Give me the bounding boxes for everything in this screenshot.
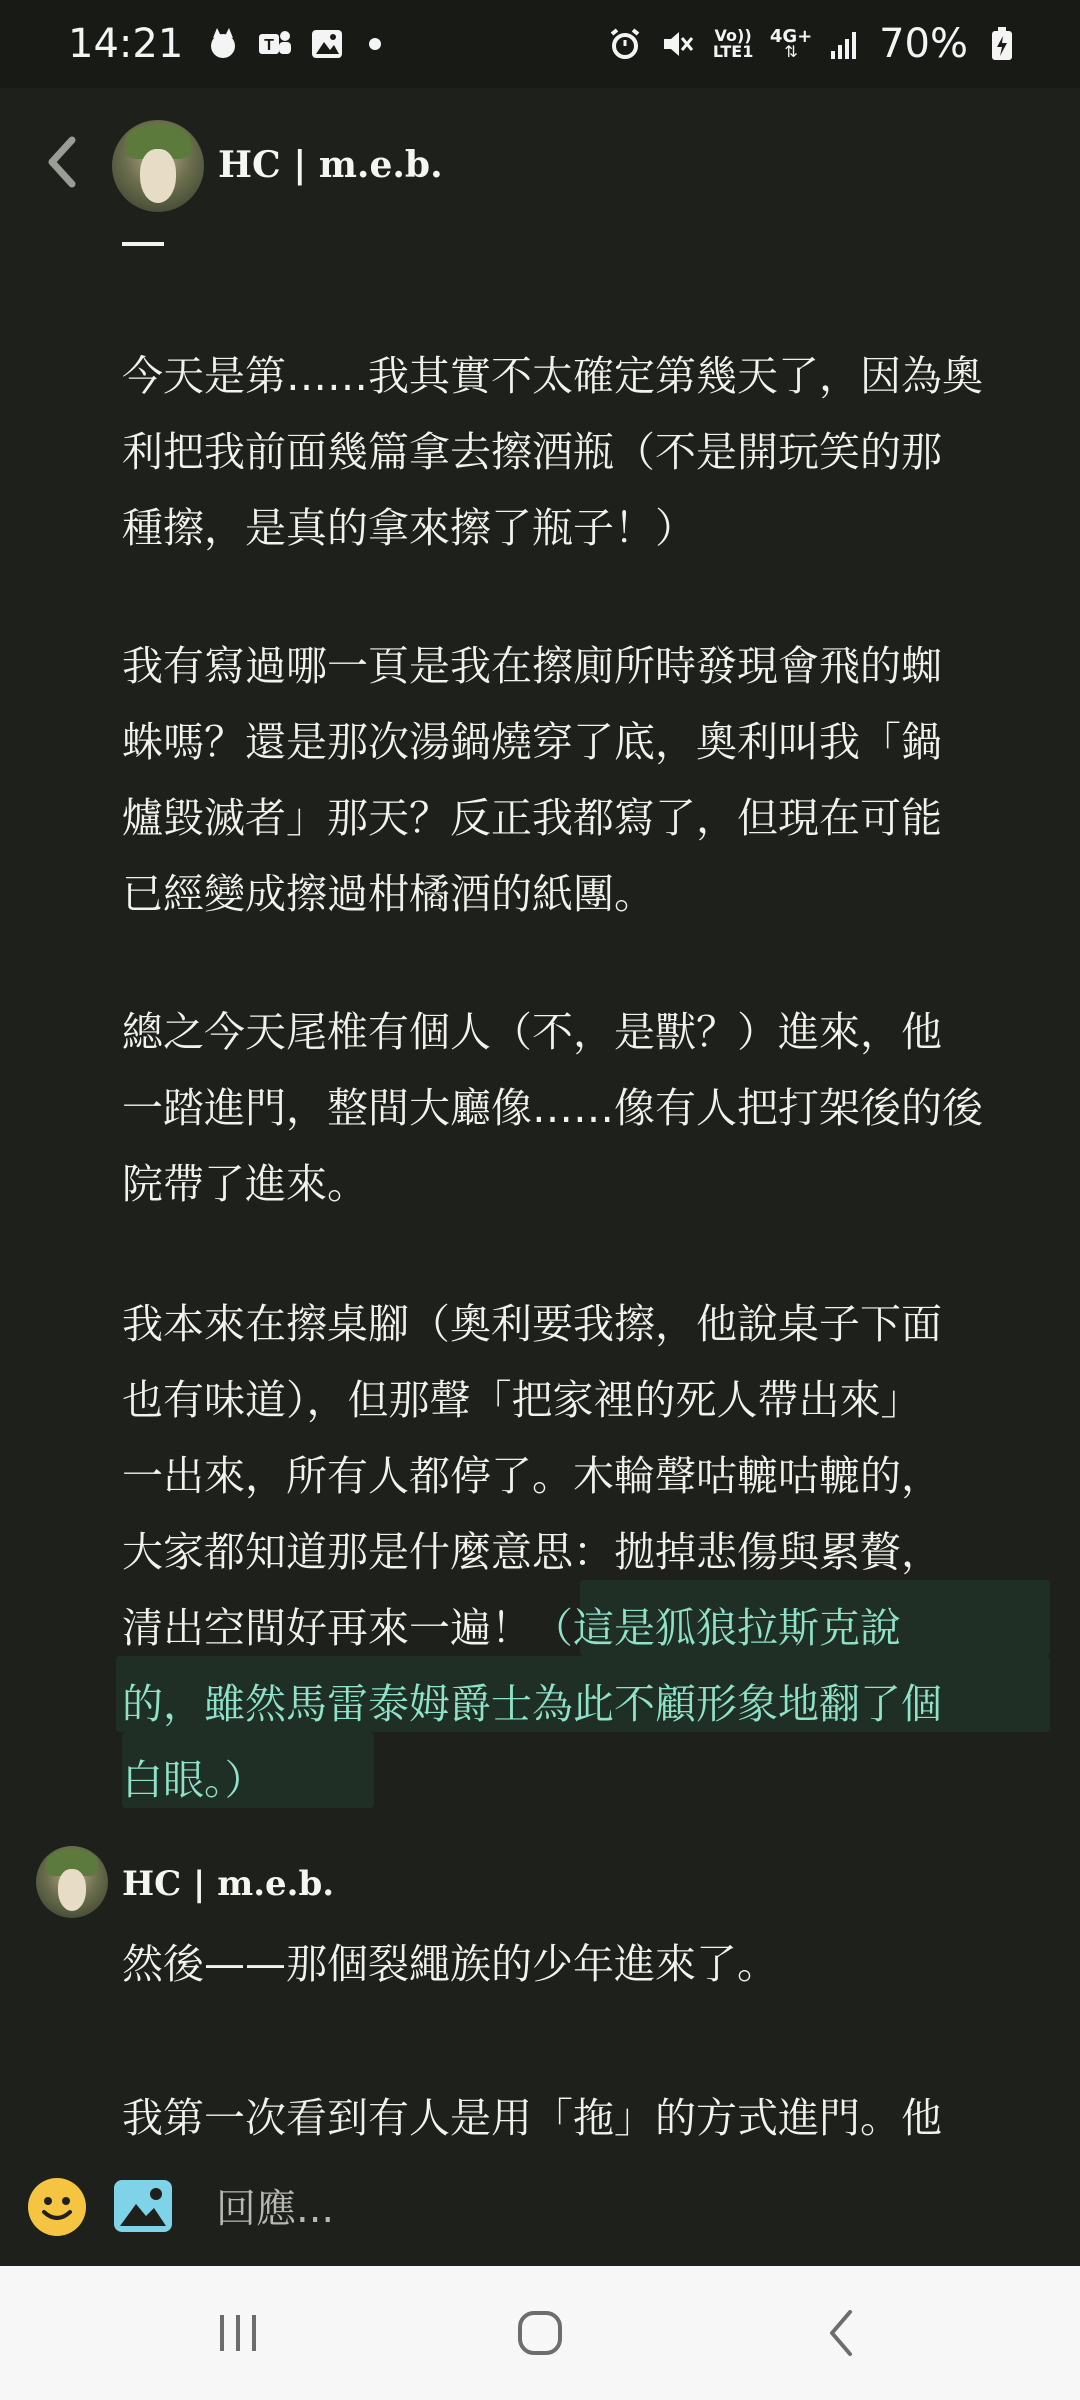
network-type-icon: 4G+ ⇅ [769, 26, 813, 61]
battery-icon [984, 26, 1020, 62]
gallery-icon [309, 26, 345, 62]
notification-dot-icon [369, 38, 381, 50]
status-left [68, 21, 381, 67]
author-avatar[interactable] [112, 120, 204, 212]
image-button[interactable] [112, 2178, 174, 2234]
emoji-button[interactable] [28, 2178, 86, 2236]
reply-bar [0, 2150, 1080, 2266]
post-paragraph: 我有寫過哪一頁是我在擦廁所時發現會飛的蜘 蛛嗎？還是那次湯鍋燒穿了底，奧利叫我「鍋 爐毀滅者」那天？反正我都寫了，但現在可能 已經變成擦過柑橘酒的紙團。 [122, 642, 942, 918]
post-paragraph: 我第一次看到有人是用「拖」的方式進門。他 [122, 2094, 942, 2142]
status-right [607, 21, 1020, 67]
dash-divider [122, 242, 164, 246]
volte-icon: Vo)) LTE1 [712, 26, 754, 61]
cat-icon [205, 26, 241, 62]
post-paragraph: 總之今天尾椎有個人（不，是獸？）進來，他 一踏進門，整間大廳像……像有人把打架後的後 院帶了進來。 [122, 1008, 983, 1208]
recent-apps-icon [214, 2311, 262, 2355]
alarm-icon [607, 26, 643, 62]
thread-header [0, 110, 1080, 220]
author-name[interactable]: HC | m.e.b. [122, 1864, 335, 1904]
back-nav-button[interactable] [762, 2266, 922, 2400]
signal-icon [827, 26, 863, 62]
paragraph-text: 我本來在擦桌腳（奧利要我擦，他說桌子下面 也有味道），但那聲「把家裡的死人帶出來」 一出來，所有人都停了。木輪聲咕轆咕轆的， 大家都知道那是什麼意思：拋掉悲傷與累贅， 清出空間好再來一遍！ [122, 1300, 942, 1652]
smiley-icon [28, 2178, 86, 2236]
author-avatar[interactable] [36, 1846, 108, 1918]
svg-text:T: T [264, 37, 275, 54]
chevron-left-icon [42, 134, 82, 190]
aside-note-text: （這是狐狼拉斯克說 的，雖然馬雷泰姆爵士為此不顧形象地翻了個 白眼。） [122, 1604, 942, 1804]
status-time: 14:21 [68, 21, 184, 67]
battery-percent: 70% [879, 21, 968, 67]
post-paragraph: 今天是第……我其實不太確定第幾天了，因為奧 利把我前面幾篇拿去擦酒瓶（不是開玩笑的那 種擦，是真的拿來擦了瓶子！） [122, 352, 983, 552]
author-name[interactable]: HC | m.e.b. [218, 144, 443, 186]
home-button[interactable] [460, 2266, 620, 2400]
back-arrow-icon [824, 2308, 860, 2358]
reply-input[interactable]: 回應... [216, 2186, 335, 2232]
navigation-bar [0, 2266, 1080, 2400]
post-paragraph: 然後——那個裂繩族的少年進來了。 [122, 1940, 778, 1988]
back-button[interactable] [30, 130, 94, 194]
home-icon [515, 2308, 565, 2358]
status-bar [0, 0, 1080, 88]
mute-icon [659, 26, 695, 62]
recent-apps-button[interactable] [158, 2266, 318, 2400]
image-icon [112, 2178, 174, 2234]
post-paragraph [122, 1286, 1022, 1818]
teams-icon [257, 26, 293, 62]
